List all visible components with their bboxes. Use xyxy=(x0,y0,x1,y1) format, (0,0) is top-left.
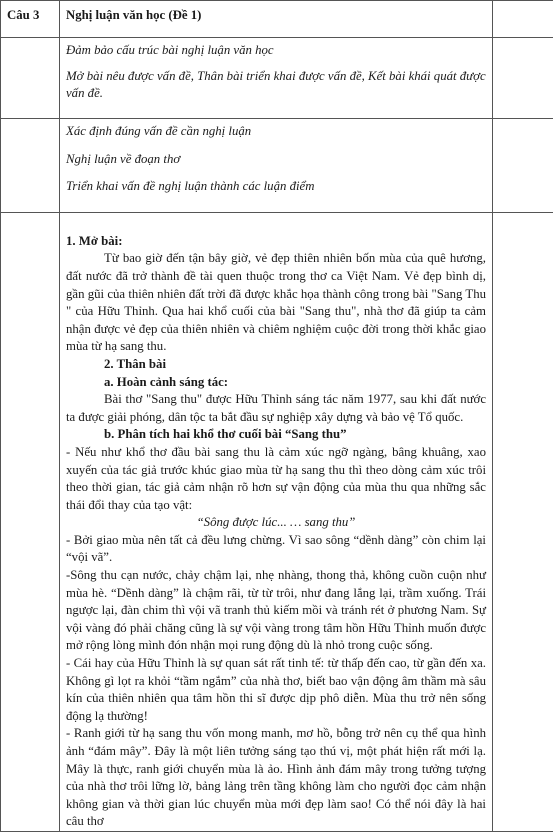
phan-tich-paragraph-3: -Sông thu cạn nước, chảy chậm lại, nhẹ nhàng, thong thả, không cuồn cuộn như mùa hè. “Dềnh dàng” là chậm rãi, từ từ trôi, như đang lắng lại, trầm xuống. Trái ngược lại, đàn chim thì vội vã tranh thủ kiếm mồi và tránh rét ở phương Nam. Sự vội vàng đó phải chăng cũng là sự vội vàng trong tâm hồn Hữu Thỉnh muốn được mở rộng lòng mình đón nhận mọi rung động dù là nhỏ trong cuộc sống. xyxy=(66,567,486,655)
issue-development: Triển khai vấn đề nghị luận thành các luận điểm xyxy=(66,178,486,196)
structure-cell xyxy=(60,38,493,119)
issue-cell xyxy=(60,119,493,213)
essay-cell xyxy=(60,212,493,831)
issue-row xyxy=(1,119,553,213)
poem-quote: “Sông được lúc... … sang thu” xyxy=(66,514,486,532)
issue-topic: Nghị luận về đoạn thơ xyxy=(66,151,486,169)
essay-row xyxy=(1,212,553,831)
than-bai-heading: 2. Thân bài xyxy=(66,356,486,374)
mo-bai-text: Từ bao giờ đến tận bây giờ, vẻ đẹp thiên nhiên bốn mùa của quê hương, đất nước đã trở thành đề tài quen thuộc trong thơ ca Việt Nam. Vẻ đẹp bình dị, gần gũi của thiên nhiên đất trời đã được khắc họa thành công trong bài "Sang Thu " của Hữu Thỉnh. Qua hai khổ cuối của bài "Sang thu", nhà thơ đã giúp ta cảm nhận được vẻ đẹp của thiên nhiên và chiêm nghiệm cuộc đời trong thời khắc giao mùa từ hạ sang thu. xyxy=(66,250,486,356)
structure-requirement: Đảm bảo cấu trúc bài nghị luận văn học xyxy=(66,42,486,60)
phan-tich-paragraph-4: - Cái hay của Hữu Thỉnh là sự quan sát rất tinh tế: từ thấp đến cao, từ gần đến xa. Không gì lọt ra khỏi “tầm ngắm” của nhà thơ, biết bao vận động âm thầm mà sâu kín của thiên nhiên qua tâm hồn thi sĩ được dịp phô diễn. Mùa thu trở nên sống động lạ thường! xyxy=(66,655,486,725)
phan-tich-paragraph-1: - Nếu như khổ thơ đầu bài sang thu là cảm xúc ngỡ ngàng, bâng khuâng, xao xuyến của tác giả trước khúc giao mùa từ hạ sang thu thì theo dòng cảm xúc trôi theo thời gian, tác giả cảm nhận rõ hơn sự vận động của mùa thu qua những sắc thái đổi thay của tạo vật: xyxy=(66,444,486,514)
phan-tich-heading: b. Phân tích hai khổ thơ cuối bài “Sang thu” xyxy=(66,426,486,444)
issue-requirement: Xác định đúng vấn đề cần nghị luận xyxy=(66,123,486,141)
question-label: Câu 3 xyxy=(1,1,60,38)
section-title: Nghị luận văn học (Đề 1) xyxy=(60,1,493,38)
mo-bai-heading: 1. Mở bài: xyxy=(66,233,486,251)
phan-tich-paragraph-5: - Ranh giới từ hạ sang thu vốn mong manh, mơ hồ, bỗng trở nên cụ thể qua hình ảnh “đám mây”. Đây là một liên tưởng sáng tạo thú vị, một phát hiện rất mới lạ. Mây là thực, ranh giới chuyển mùa là ảo. Hình ảnh đám mây trong tưởng tượng của nhà thơ trôi lững lờ, bảng lảng trên tầng không làm cho người đọc cảm nhận không gian và thời gian lúc chuyển mùa mới đẹp làm sao! Có thể nói đây là hai câu thơ xyxy=(66,725,486,831)
score-cell xyxy=(493,1,553,38)
phan-tich-paragraph-2: - Bởi giao mùa nên tất cả đều lưng chừng. Vì sao sông “dềnh dàng” còn chim lại “vội vã”. xyxy=(66,532,486,567)
hoan-canh-text: Bài thơ "Sang thu" được Hữu Thỉnh sáng tác năm 1977, sau khi đất nước ta được giải phóng, dân tộc ta bắt đầu sự nghiệp xây dựng và bảo vệ Tổ quốc. xyxy=(66,391,486,426)
structure-detail: Mở bài nêu được vấn đề, Thân bài triển khai được vấn đề, Kết bài khái quát được vấn đề. xyxy=(66,68,486,103)
hoan-canh-heading: a. Hoàn cảnh sáng tác: xyxy=(66,374,486,392)
header-row xyxy=(1,1,553,38)
structure-row xyxy=(1,38,553,119)
